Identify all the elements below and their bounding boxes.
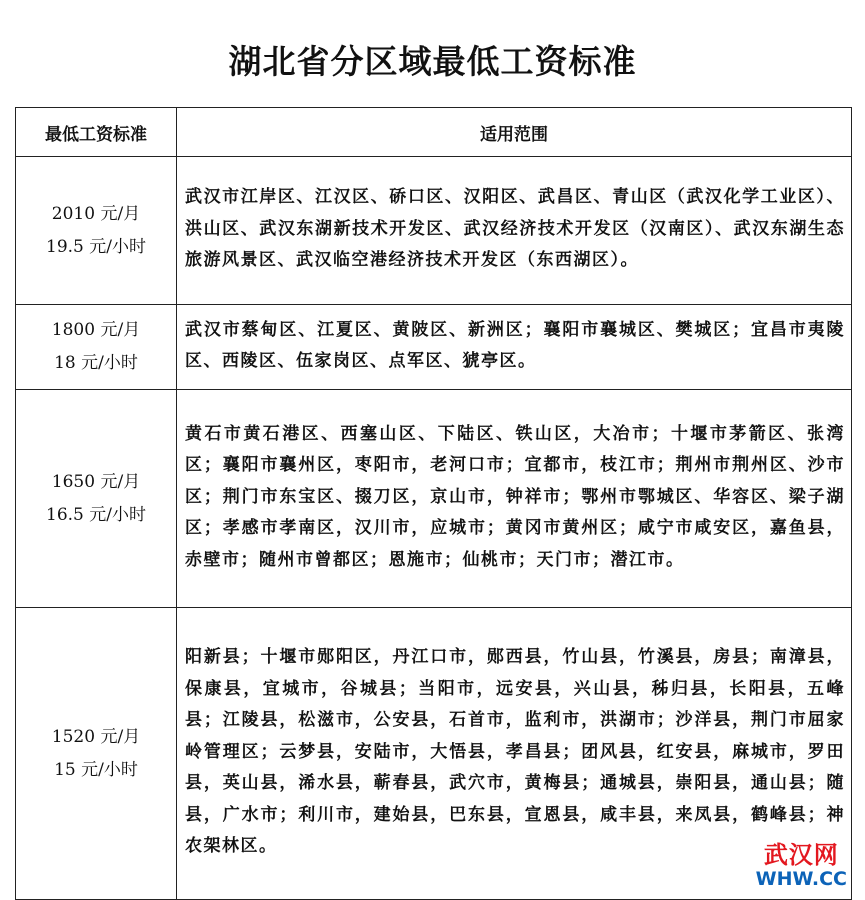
hourly-wage: 15 元/小时 (54, 759, 138, 780)
scope-cell: 阳新县；十堰市郧阳区，丹江口市，郧西县，竹山县，竹溪县，房县；南漳县，保康县，宜城市，谷城县；当阳市，远安县，兴山县，秭归县，长阳县，五峰县；江陵县，松滋市，公安县，石首市，监利市，洪湖市；沙洋县，荆门市屈家岭管理区；云梦县，安陆市，大悟县，孝昌县；团风县，红安县，麻城市，罗田县，英山县，浠水县，蕲春县，武穴市，黄梅县；通城县，崇阳县，通山县；随县，广水市；利川市，建始县，巴东县，宣恩县，咸丰县，来凤县，鹤峰县；神农架林区。 (177, 608, 852, 900)
wage-standard-cell (16, 608, 177, 900)
table-row (16, 157, 852, 305)
table-header-row (16, 108, 852, 157)
header-scope: 适用范围 (177, 108, 852, 157)
monthly-wage: 1800 元/月 (51, 320, 141, 340)
monthly-wage: 1650 元/月 (51, 471, 141, 492)
hourly-wage: 19.5 元/小时 (46, 236, 146, 257)
table-row (16, 608, 852, 900)
hourly-wage: 16.5 元/小时 (46, 504, 146, 525)
table-row (16, 390, 852, 608)
watermark-logo (756, 842, 847, 890)
scope-cell: 武汉市江岸区、江汉区、硚口区、汉阳区、武昌区、青山区（武汉化学工业区）、洪山区、武汉东湖新技术开发区、武汉经济技术开发区（汉南区）、武汉东湖生态旅游风景区、武汉临空港经济技术开发区（东西湖区）。 (177, 157, 852, 305)
minimum-wage-table (15, 107, 852, 900)
header-standard: 最低工资标准 (16, 108, 177, 157)
scope-cell: 黄石市黄石港区、西塞山区、下陆区、铁山区，大冶市；十堰市茅箭区、张湾区；襄阳市襄州区，枣阳市，老河口市；宜都市，枝江市；荆州市荆州区、沙市区；荆门市东宝区、掇刀区，京山市，钟祥市；鄂州市鄂城区、华容区、梁子湖区；孝感市孝南区，汉川市，应城市；黄冈市黄州区；咸宁市咸安区，嘉鱼县，赤壁市；随州市曾都区；恩施市；仙桃市；天门市；潜江市。 (177, 390, 852, 608)
watermark-url: WHW.CC (755, 868, 847, 890)
monthly-wage: 2010 元/月 (51, 203, 141, 224)
monthly-wage: 1520 元/月 (51, 726, 141, 747)
wage-standard-cell (16, 390, 177, 608)
wage-standard-cell (16, 305, 177, 390)
scope-cell: 武汉市蔡甸区、江夏区、黄陂区、新洲区；襄阳市襄城区、樊城区；宜昌市夷陵区、西陵区、伍家岗区、点军区、猇亭区。 (177, 305, 852, 390)
wage-standard-cell (16, 157, 177, 305)
page-title: 湖北省分区域最低工资标准 (228, 42, 637, 81)
watermark-name: 武汉网 (763, 841, 839, 869)
table-row (16, 305, 852, 390)
hourly-wage: 18 元/小时 (54, 353, 138, 373)
